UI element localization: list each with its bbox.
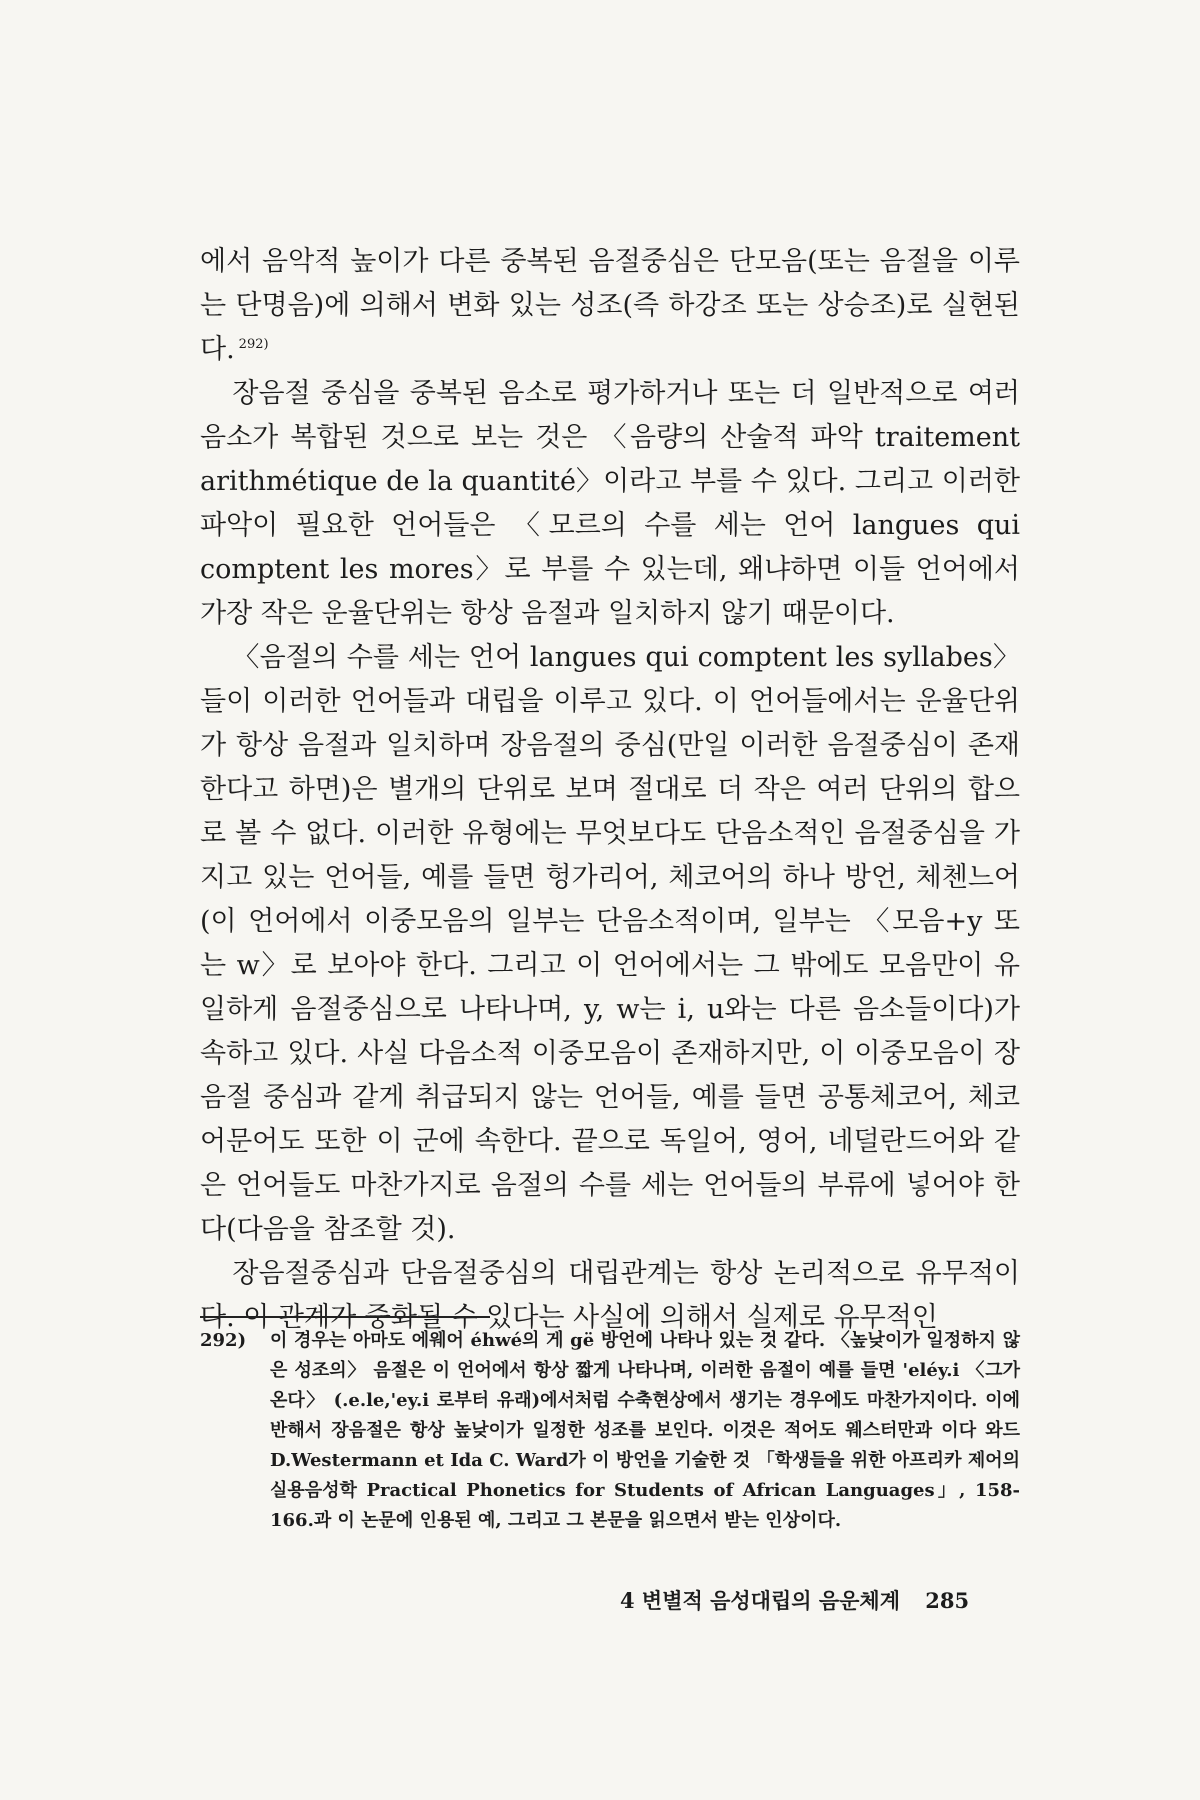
footnote bbox=[200, 1326, 1020, 1536]
chapter-title: 4 변별적 음성대립의 음운체계 bbox=[620, 1588, 900, 1613]
paragraph-text: 에서 음악적 높이가 다른 중복된 음절중심은 단모음(또는 음절을 이루는 단명음)에 의해서 변화 있는 성조(즉 하강조 또는 상승조)로 실현된다. bbox=[200, 246, 1020, 365]
paragraph-continued bbox=[200, 240, 1020, 372]
page-number: 285 bbox=[925, 1588, 970, 1613]
body-text bbox=[200, 240, 1020, 1340]
paragraph: 〈음절의 수를 세는 언어 langues qui comptent les syllabes〉들이 이러한 언어들과 대립을 이루고 있다. 이 언어들에서는 운율단위가 항상 음절과 일치하며 장음절의 중심(만일 이러한 음절중심이 존재한다고 하면)은 별개의 단위로 보며 절대로 더 작은 여러 단위의 합으로 볼 수 없다. 이러한 유형에는 무엇보다도 단음소적인 음절중심을 가지고 있는 언어들, 예를 들면 헝가리어, 체코어의 하나 방언, 체첸느어(이 언어에서 이중모음의 일부는 단음소적이며, 일부는 〈모음+y 또는 w〉로 보아야 한다. 그리고 이 언어에서는 그 밖에도 모음만이 유일하게 음절중심으로 나타나며, y, w는 i, u와는 다른 음소들이다)가 속하고 있다. 사실 다음소적 이중모음이 존재하지만, 이 이중모음이 장음절 중심과 같게 취급되지 않는 언어들, 예를 들면 공통체코어, 체코어문어도 또한 이 군에 속한다. 끝으로 독일어, 영어, 네덜란드어와 같은 언어들도 마찬가지로 음절의 수를 세는 언어들의 부류에 넣어야 한다(다음을 참조할 것). bbox=[200, 642, 1020, 1245]
footnote-divider bbox=[200, 1316, 490, 1318]
footnote-text: 이 경우는 아마도 에웨어 éhwé의 게 gë 방언에 나타나 있는 것 같다. 〈높낮이가 일정하지 않은 성조의〉 음절은 이 언어에서 항상 짧게 나타나며, 이러한 음절이 예를 들면 'eléy.i 〈그가 온다〉 (.e.le,'ey.i 로부터 유래)에서처럼 수축현상에서 생기는 경우에도 마찬가지이다. 이에 반해서 장음절은 항상 높낮이가 일정한 성조를 보인다. 이것은 적어도 웨스터만과 이다 와드 D.Westermann et Ida C. Ward가 이 방언을 기술한 것 「학생들을 위한 아프리카 제어의 실용음성학 Practical Phonetics for Students of African Languages」, 158-166.과 이 논문에 인용된 예, 그리고 그 본문을 읽으면서 받는 인상이다. bbox=[270, 1330, 1020, 1531]
paragraph: 장음절중심과 단음절중심의 대립관계는 항상 논리적으로 유무적이다. 이 관계가 중화될 수 있다는 사실에 의해서 실제로 유무적인 bbox=[200, 1258, 1020, 1333]
footnote-reference: 292) bbox=[238, 337, 269, 352]
footnote-number: 292) bbox=[200, 1330, 247, 1351]
running-footer bbox=[620, 1585, 1020, 1615]
paragraph: 장음절 중심을 중복된 음소로 평가하거나 또는 더 일반적으로 여러 음소가 복합된 것으로 보는 것은 〈음량의 산술적 파악 traitement arithmétique de la quantité〉이라고 부를 수 있다. 그리고 이러한 파악이 필요한 언어들은 〈모르의 수를 세는 언어 langues qui comptent les mores〉로 부를 수 있는데, 왜냐하면 이들 언어에서 가장 작은 운율단위는 항상 음절과 일치하지 않기 때문이다. bbox=[200, 378, 1020, 629]
